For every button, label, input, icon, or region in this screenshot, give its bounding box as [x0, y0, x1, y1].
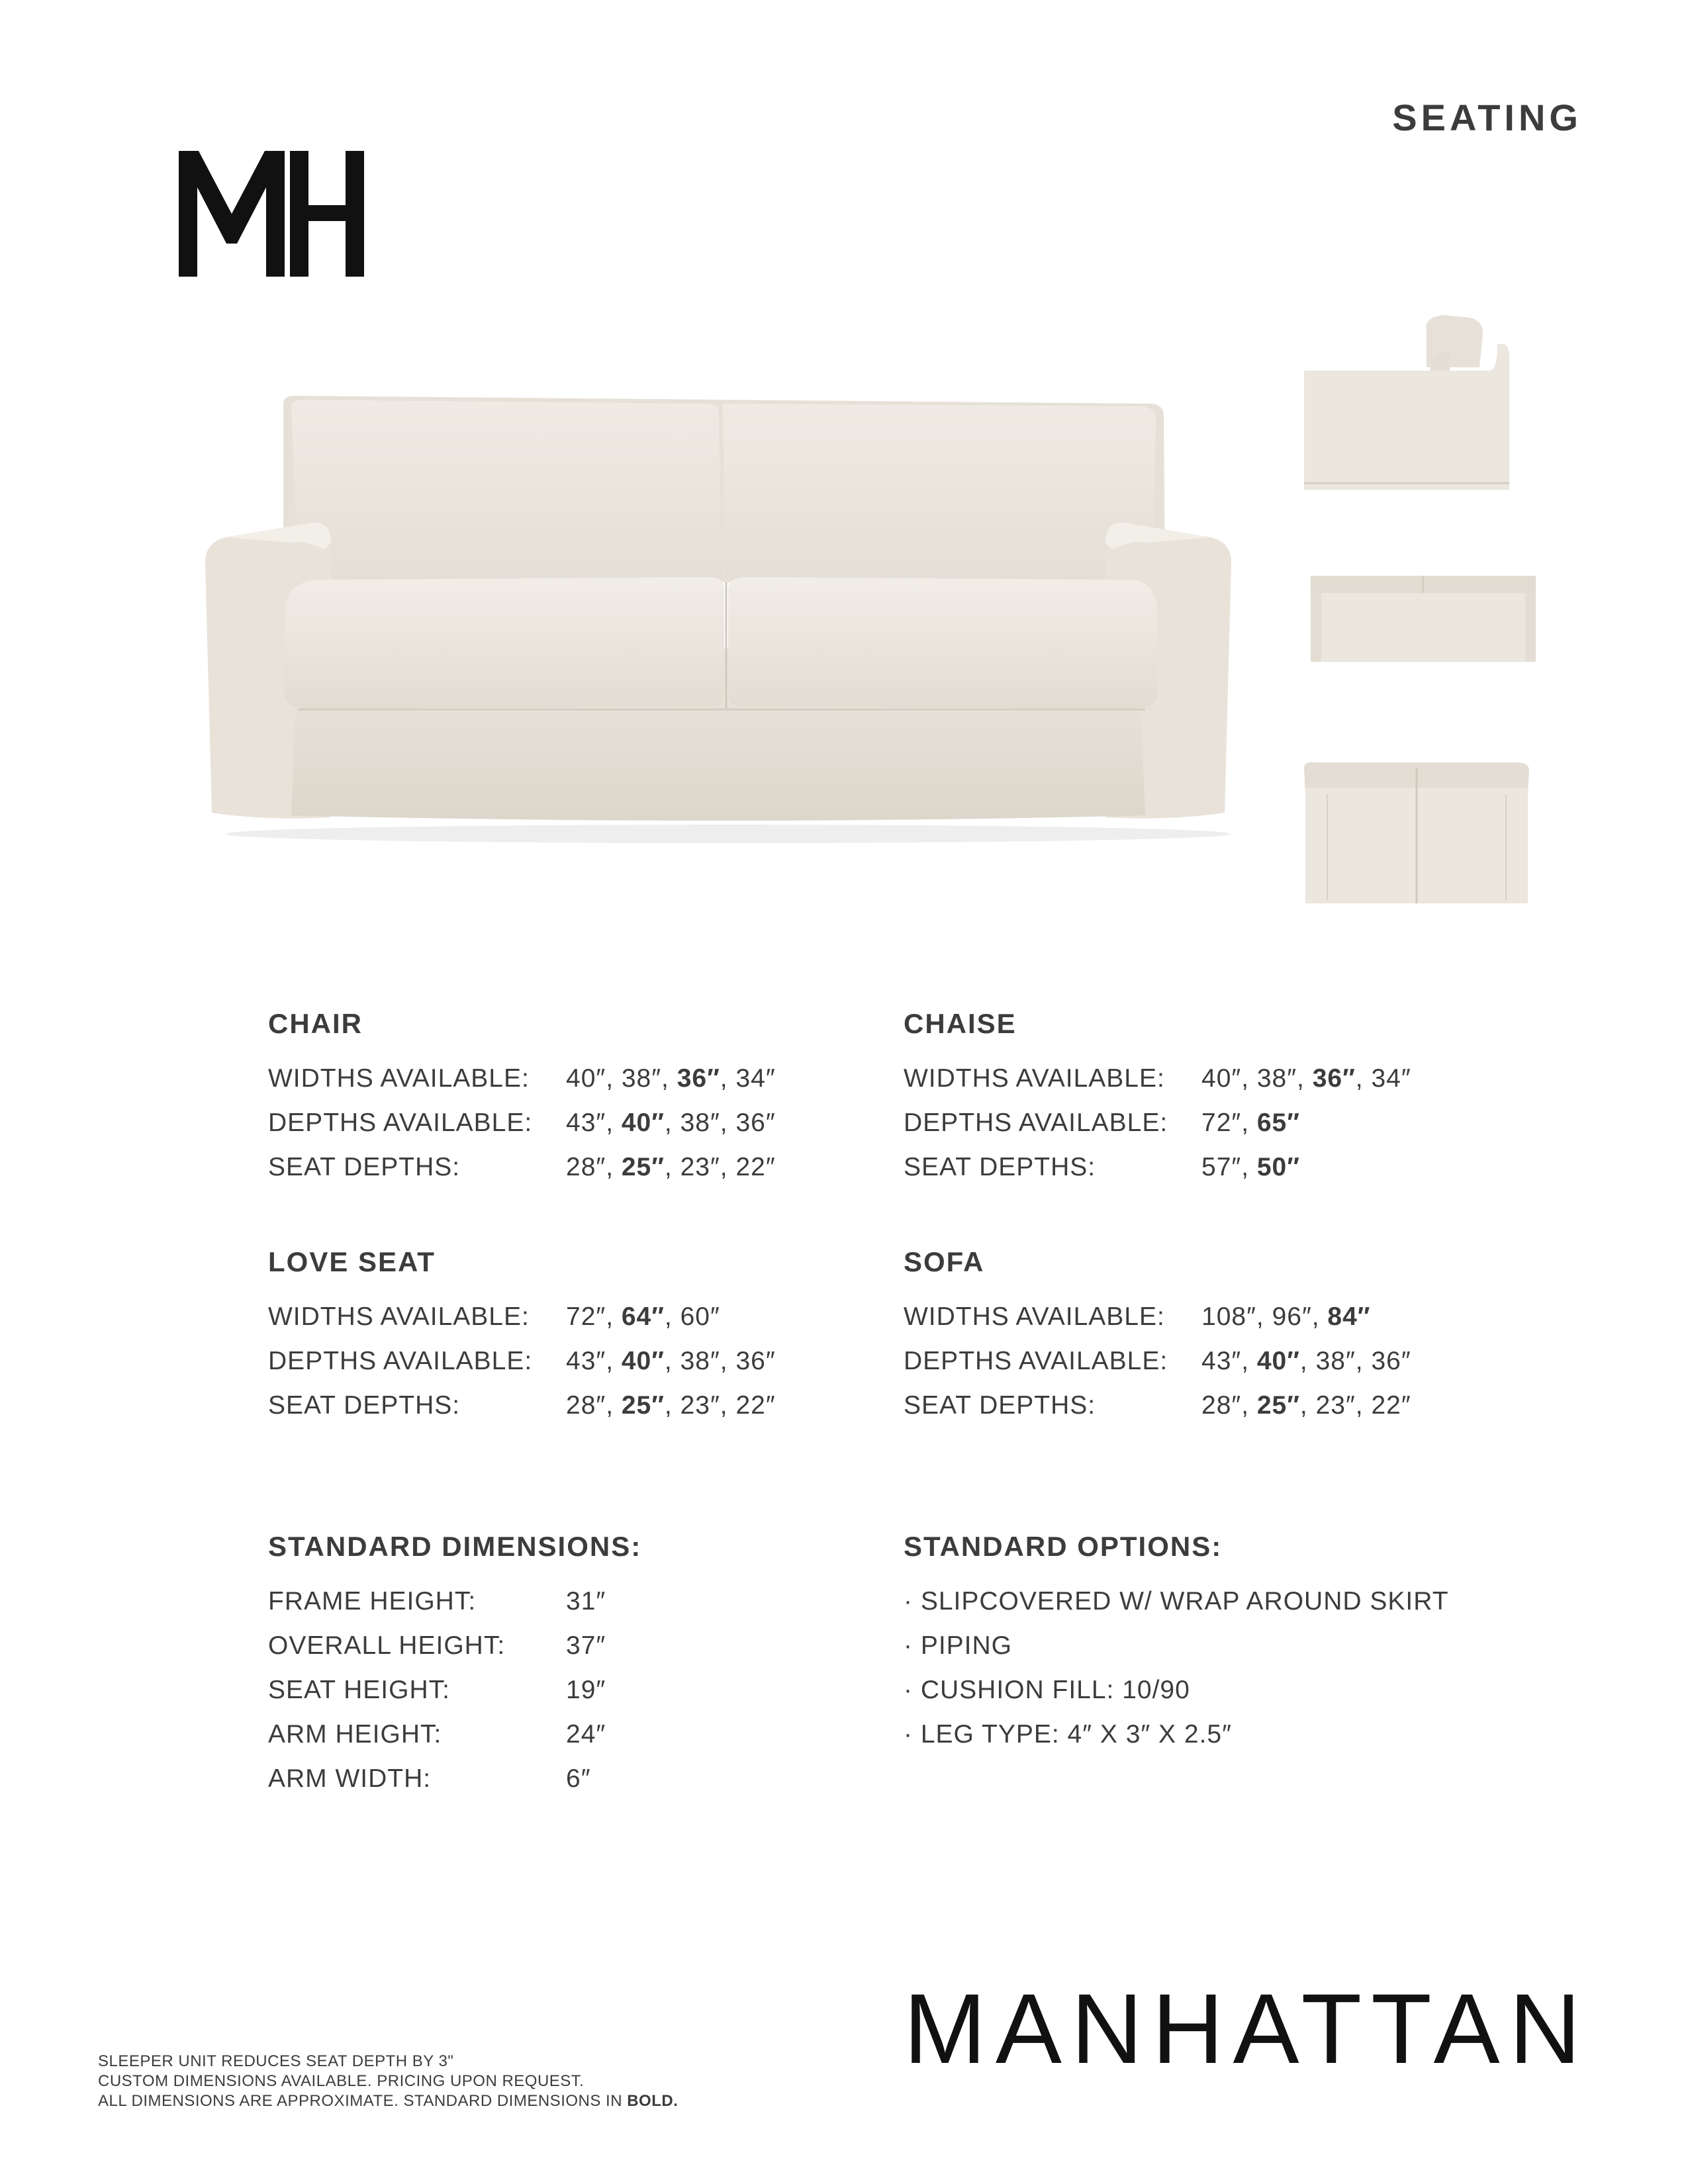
note-line: CUSTOM DIMENSIONS AVAILABLE. PRICING UPON REQUEST. [98, 2072, 585, 2090]
standard-options-title: STANDARD OPTIONS: [904, 1531, 1223, 1562]
depths-label: DEPTHS AVAILABLE: [268, 1347, 533, 1375]
dimension-label: FRAME HEIGHT: [268, 1587, 477, 1615]
loveseat-depths-row [268, 1339, 864, 1383]
separator: , [606, 1302, 622, 1331]
sofa-side-image [1291, 304, 1542, 490]
dimension-label: ARM WIDTH: [268, 1764, 432, 1793]
size-value: 36″ [1371, 1347, 1411, 1375]
seat-depths-values [1201, 1383, 1411, 1428]
standard-options-block [904, 1529, 1566, 1756]
separator: , [1299, 1391, 1316, 1420]
dimension-row [268, 1712, 864, 1756]
chaise-seat-row [904, 1145, 1499, 1189]
note-text: ALL DIMENSIONS ARE APPROXIMATE. STANDARD DIMENSIONS IN [98, 2092, 628, 2110]
separator: , [606, 1391, 622, 1420]
size-value: 36″ [735, 1347, 776, 1375]
chaise-spec-block [904, 1006, 1499, 1189]
separator: , [720, 1109, 736, 1137]
seat-depths-values [566, 1383, 776, 1428]
size-value: 34″ [735, 1064, 776, 1093]
size-value: 72″ [566, 1302, 606, 1331]
size-value: 23″ [680, 1153, 720, 1181]
note-bold-text: BOLD. [627, 2092, 679, 2110]
size-value: 57″ [1201, 1153, 1242, 1181]
sofa-back-image [1291, 748, 1542, 933]
separator: , [1241, 1347, 1257, 1375]
dimension-value: 6″ [566, 1764, 591, 1793]
standard-size-value: 40″ [621, 1347, 665, 1375]
loveseat-title: LOVE SEAT [268, 1246, 436, 1277]
separator: , [1256, 1302, 1272, 1331]
separator: , [720, 1347, 736, 1375]
dimension-value: 19″ [566, 1676, 606, 1704]
option-item: · LEG TYPE: 4″ X 3″ X 2.5″ [904, 1720, 1232, 1749]
seat-depths-label: SEAT DEPTHS: [904, 1153, 1096, 1181]
note-line: SLEEPER UNIT REDUCES SEAT DEPTH BY 3" [98, 2052, 454, 2070]
separator: , [1355, 1391, 1372, 1420]
dimension-row [268, 1623, 864, 1668]
separator: , [606, 1109, 622, 1137]
standard-size-value: 40″ [1256, 1347, 1300, 1375]
chair-seat-row [268, 1145, 864, 1189]
separator: , [664, 1153, 680, 1181]
size-value: 34″ [1371, 1064, 1411, 1093]
widths-values [566, 1295, 720, 1339]
size-value: 38″ [1315, 1347, 1356, 1375]
size-value: 38″ [1256, 1064, 1297, 1093]
size-value: 23″ [680, 1391, 720, 1420]
widths-label: WIDTHS AVAILABLE: [904, 1302, 1165, 1331]
seat-depths-label: SEAT DEPTHS: [904, 1391, 1096, 1420]
standard-size-value: 50″ [1256, 1153, 1300, 1181]
standard-size-value: 40″ [621, 1109, 665, 1137]
separator: , [664, 1347, 680, 1375]
widths-label: WIDTHS AVAILABLE: [268, 1302, 530, 1331]
note-line [98, 2091, 678, 2111]
separator: , [664, 1391, 680, 1420]
separator: , [1311, 1302, 1328, 1331]
chaise-widths-row [904, 1056, 1499, 1101]
chair-depths-row [268, 1101, 864, 1145]
separator: , [606, 1153, 622, 1181]
chaise-title: CHAISE [904, 1008, 1017, 1039]
chaise-depths-row [904, 1101, 1499, 1145]
sofa-depths-row [904, 1339, 1499, 1383]
separator: , [720, 1153, 736, 1181]
separator: , [720, 1391, 736, 1420]
widths-values [1201, 1295, 1370, 1339]
footer-notes [98, 2052, 678, 2111]
standard-dimensions-title: STANDARD DIMENSIONS: [268, 1531, 642, 1562]
standard-size-value: 25″ [621, 1391, 665, 1420]
size-value: 38″ [680, 1347, 720, 1375]
depths-label: DEPTHS AVAILABLE: [268, 1109, 533, 1137]
depths-values [1201, 1101, 1300, 1145]
depths-values [566, 1339, 776, 1383]
option-item: · CUSHION FILL: 10/90 [904, 1676, 1190, 1704]
separator: , [664, 1109, 680, 1137]
separator: , [1297, 1064, 1313, 1093]
depths-label: DEPTHS AVAILABLE: [904, 1347, 1168, 1375]
separator: , [1241, 1064, 1257, 1093]
separator: , [661, 1064, 677, 1093]
size-value: 23″ [1315, 1391, 1356, 1420]
size-value: 38″ [680, 1109, 720, 1137]
loveseat-spec-block [268, 1244, 864, 1428]
standard-size-value: 84″ [1327, 1302, 1371, 1331]
widths-label: WIDTHS AVAILABLE: [268, 1064, 530, 1093]
dimension-value: 37″ [566, 1631, 606, 1660]
category-label: SEATING [1392, 97, 1582, 138]
standard-size-value: 65″ [1256, 1109, 1300, 1137]
size-value: 60″ [680, 1302, 720, 1331]
size-value: 28″ [566, 1391, 606, 1420]
loveseat-seat-row [268, 1383, 864, 1428]
brand-name: MANHATTAN [903, 1973, 1590, 2084]
sofa-seat-row [904, 1383, 1499, 1428]
dimension-row [268, 1756, 864, 1801]
separator: , [664, 1302, 680, 1331]
widths-label: WIDTHS AVAILABLE: [904, 1064, 1165, 1093]
seat-depths-values [566, 1145, 776, 1189]
standard-size-value: 36″ [1312, 1064, 1356, 1093]
depths-label: DEPTHS AVAILABLE: [904, 1109, 1168, 1137]
standard-size-value: 25″ [1256, 1391, 1300, 1420]
size-value: 96″ [1272, 1302, 1312, 1331]
separator: , [1241, 1391, 1257, 1420]
seat-depths-label: SEAT DEPTHS: [268, 1153, 461, 1181]
dimension-label: ARM HEIGHT: [268, 1720, 442, 1749]
loveseat-widths-row [268, 1295, 864, 1339]
depths-values [1201, 1339, 1411, 1383]
size-value: 36″ [735, 1109, 776, 1137]
separator: , [720, 1064, 736, 1093]
size-value: 38″ [621, 1064, 662, 1093]
separator: , [1355, 1347, 1372, 1375]
size-value: 43″ [566, 1347, 606, 1375]
sofa-front-image [199, 384, 1258, 847]
size-value: 43″ [566, 1109, 606, 1137]
separator: , [1241, 1109, 1257, 1137]
size-value: 22″ [1371, 1391, 1411, 1420]
sofa-widths-row [904, 1295, 1499, 1339]
sofa-title: SOFA [904, 1246, 985, 1277]
sofa-top-image [1291, 556, 1542, 741]
size-value: 43″ [1201, 1347, 1242, 1375]
widths-values [566, 1056, 776, 1101]
mh-logo [179, 151, 364, 277]
seat-depths-values [1201, 1145, 1300, 1189]
widths-values [1201, 1056, 1411, 1101]
separator: , [606, 1347, 622, 1375]
dimension-value: 31″ [566, 1587, 606, 1615]
depths-values [566, 1101, 776, 1145]
dimension-row [268, 1579, 864, 1623]
chair-widths-row [268, 1056, 864, 1101]
size-value: 40″ [566, 1064, 606, 1093]
standard-dimensions-block [268, 1529, 864, 1801]
dimension-label: SEAT HEIGHT: [268, 1676, 450, 1704]
separator: , [1355, 1064, 1372, 1093]
size-value: 108″ [1201, 1302, 1256, 1331]
option-item: · SLIPCOVERED W/ WRAP AROUND SKIRT [904, 1587, 1449, 1615]
chair-title: CHAIR [268, 1008, 363, 1039]
dimension-row [268, 1668, 864, 1712]
separator: , [1241, 1153, 1257, 1181]
size-value: 22″ [735, 1153, 776, 1181]
size-value: 72″ [1201, 1109, 1242, 1137]
seat-depths-label: SEAT DEPTHS: [268, 1391, 461, 1420]
standard-size-value: 36″ [677, 1064, 720, 1093]
dimension-label: OVERALL HEIGHT: [268, 1631, 506, 1660]
size-value: 28″ [566, 1153, 606, 1181]
separator: , [1299, 1347, 1316, 1375]
sofa-spec-block [904, 1244, 1499, 1428]
dimension-value: 24″ [566, 1720, 606, 1749]
standard-size-value: 64″ [621, 1302, 665, 1331]
standard-size-value: 25″ [621, 1153, 665, 1181]
separator: , [606, 1064, 622, 1093]
chair-spec-block [268, 1006, 864, 1189]
size-value: 28″ [1201, 1391, 1242, 1420]
size-value: 40″ [1201, 1064, 1242, 1093]
size-value: 22″ [735, 1391, 776, 1420]
option-item: · PIPING [904, 1631, 1013, 1660]
